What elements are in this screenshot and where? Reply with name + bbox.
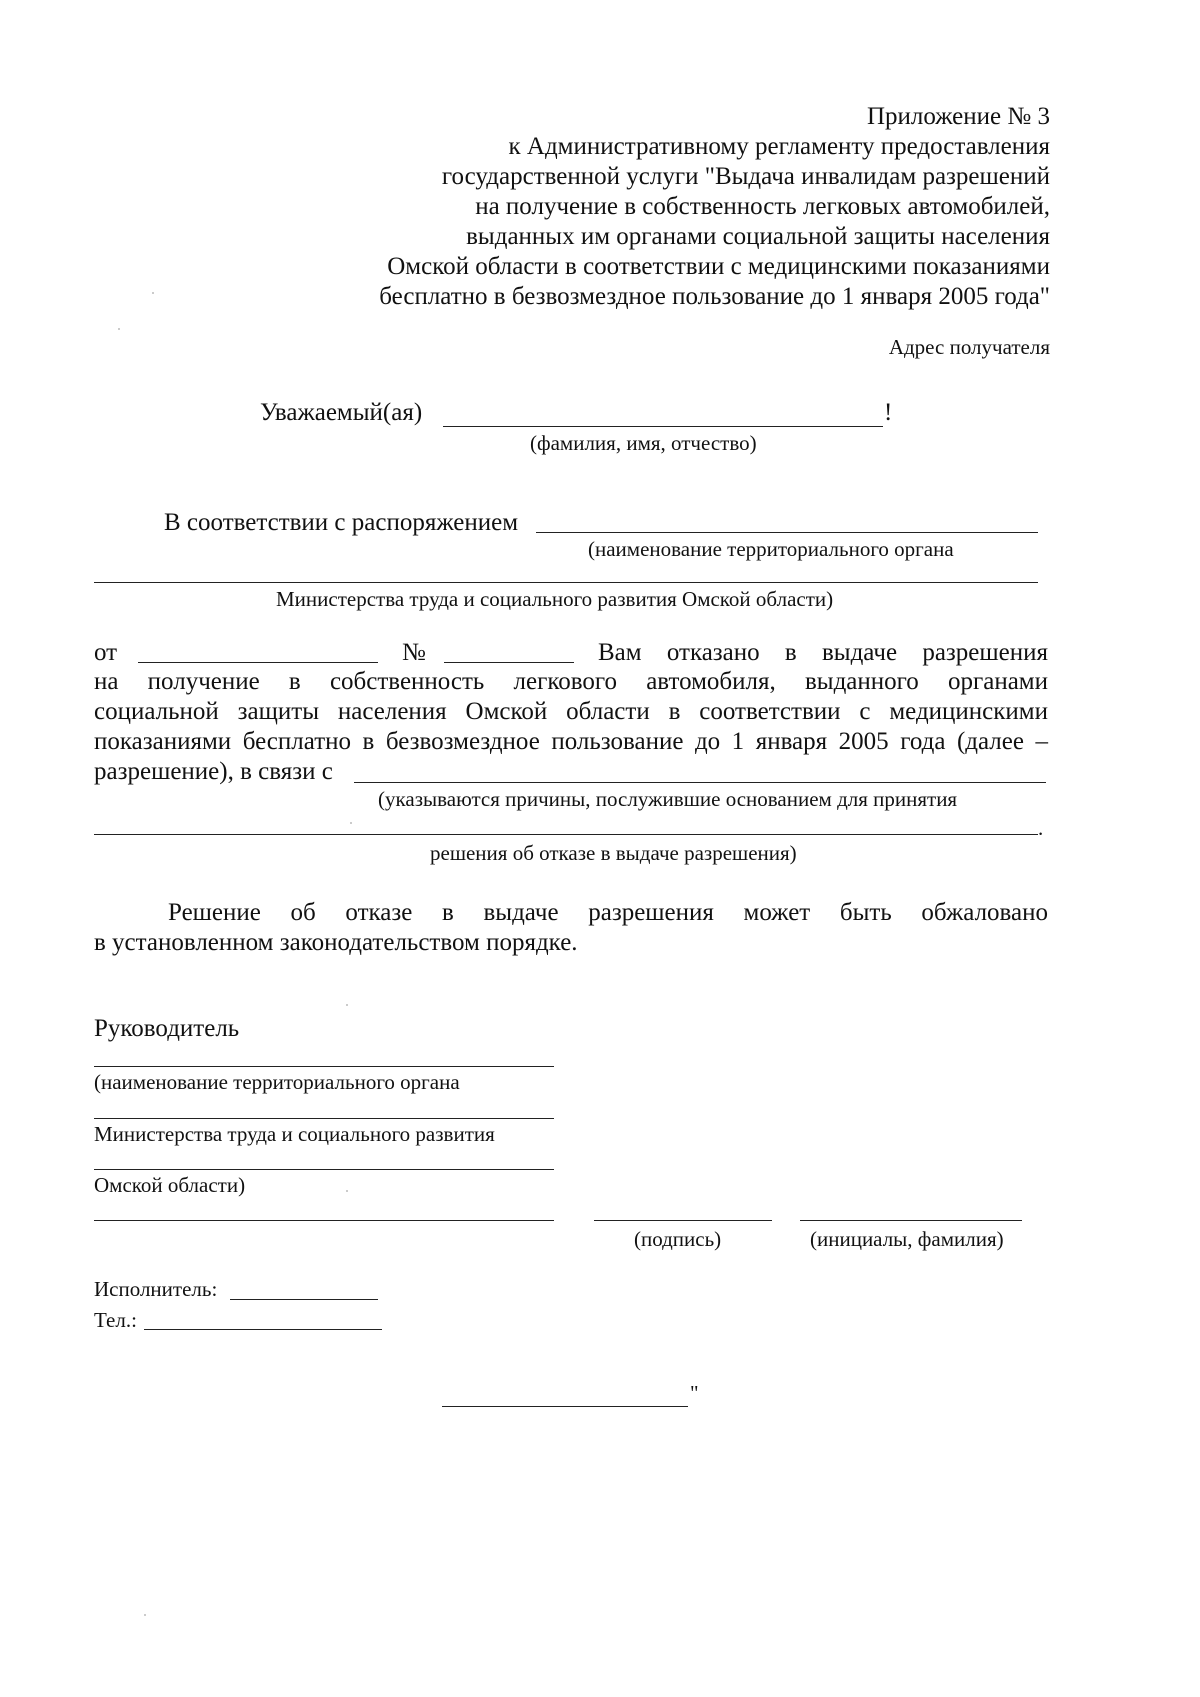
order-hint-1: (наименование территориального органа bbox=[588, 537, 954, 561]
greeting-name-line bbox=[443, 426, 883, 427]
body-line-4: показаниями бесплатно в безвозмездное пользование до 1 января 2005 года (далее – bbox=[94, 728, 1048, 755]
reason-hint-2: решения об отказе в выдаче разрешения) bbox=[430, 841, 797, 865]
org-line-1 bbox=[94, 1066, 554, 1067]
scan-speck bbox=[118, 328, 120, 330]
header-block bbox=[379, 102, 1050, 312]
reason-end-dot: . bbox=[1038, 816, 1044, 840]
body-line-3: социальной защиты населения Омской области в соответствии с медицинскими bbox=[94, 698, 1048, 725]
org-hint-1: (наименование территориального органа bbox=[94, 1070, 460, 1094]
org-line-4 bbox=[94, 1220, 554, 1221]
name-hint: (инициалы, фамилия) bbox=[810, 1227, 1004, 1251]
greeting-exclamation: ! bbox=[884, 399, 893, 426]
org-hint-2: Министерства труда и социального развития bbox=[94, 1122, 495, 1146]
name-line bbox=[800, 1220, 1022, 1221]
body-number-sign: № bbox=[402, 639, 426, 666]
executor-label: Исполнитель: bbox=[94, 1277, 218, 1301]
org-hint-3: Омской области) bbox=[94, 1173, 246, 1197]
phone-line bbox=[144, 1329, 382, 1330]
order-lead: В соответствии с распоряжением bbox=[164, 509, 519, 536]
reason-hint-1: (указываются причины, послужившие основанием для принятия bbox=[378, 787, 958, 811]
greeting-label: Уважаемый(ая) bbox=[260, 399, 423, 426]
sign-hint: (подпись) bbox=[634, 1227, 722, 1251]
org-line-2 bbox=[94, 1118, 554, 1119]
order-line-2 bbox=[94, 582, 1038, 583]
greeting-hint: (фамилия, имя, отчество) bbox=[530, 431, 757, 455]
order-hint-2: Министерства труда и социального развития Омской области) bbox=[276, 587, 834, 611]
executor-line bbox=[230, 1299, 378, 1300]
appeal-line-2: в установленном законодательством порядке. bbox=[94, 929, 578, 956]
regulation-line: к Административному регламенту предоставления bbox=[508, 133, 1050, 160]
service-line: Омской области в соответствии с медицинскими показаниями bbox=[387, 253, 1050, 280]
order-line-1 bbox=[536, 532, 1038, 533]
sign-line bbox=[594, 1220, 772, 1221]
scan-speck bbox=[346, 1004, 348, 1006]
service-line: бесплатно в безвозмездное пользование до 1 января 2005 года" bbox=[379, 283, 1050, 310]
body-ot: от bbox=[94, 639, 118, 666]
recipient-address-label: Адрес получателя bbox=[888, 335, 1050, 359]
reason-line-2 bbox=[94, 834, 1038, 835]
scan-speck bbox=[152, 292, 154, 294]
scan-speck bbox=[144, 1614, 146, 1616]
reason-line-1 bbox=[354, 782, 1046, 783]
date-line bbox=[138, 662, 378, 663]
number-line bbox=[444, 662, 574, 663]
phone-label: Тел.: bbox=[94, 1308, 137, 1332]
body-line-2: на получение в собственность легкового автомобиля, выданного органами bbox=[94, 668, 1048, 695]
appeal-line-1: Решение об отказе в выдаче разрешения может быть обжаловано bbox=[168, 899, 1048, 926]
signature-title: Руководитель bbox=[94, 1015, 240, 1042]
scan-speck bbox=[350, 822, 352, 824]
service-line: на получение в собственность легковых автомобилей, bbox=[475, 193, 1050, 220]
appendix-line: Приложение № 3 bbox=[866, 103, 1050, 130]
footer-line bbox=[442, 1406, 688, 1407]
org-line-3 bbox=[94, 1169, 554, 1170]
service-line: государственной услуги "Выдача инвалидам разрешений bbox=[441, 163, 1050, 190]
footer-quote: " bbox=[690, 1381, 699, 1405]
body-line1-tail: Вам отказано в выдаче разрешения bbox=[598, 639, 1048, 666]
body-line-5: разрешение), в связи с bbox=[94, 758, 333, 785]
scan-speck bbox=[346, 1190, 348, 1192]
service-line: выданных им органами социальной защиты населения bbox=[466, 223, 1050, 250]
